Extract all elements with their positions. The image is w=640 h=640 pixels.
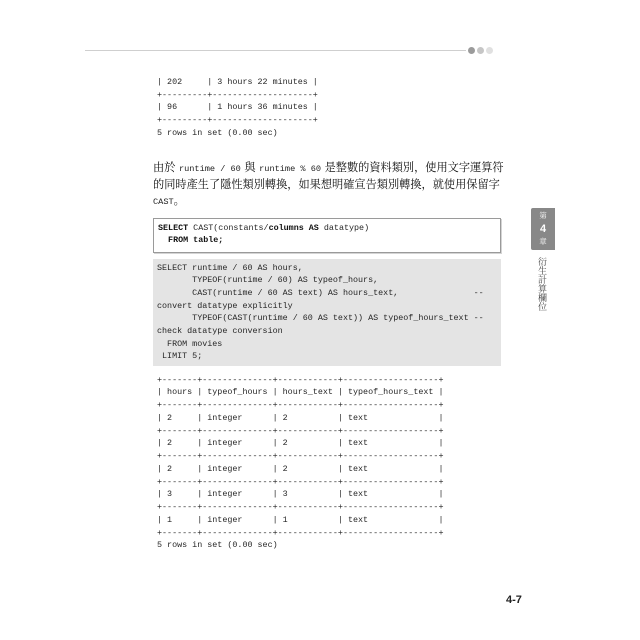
result-header-row: | hours | typeof_hours | hours_text | typeof_hours_text | (157, 387, 444, 398)
paragraph-line (153, 193, 505, 210)
code-block (153, 259, 501, 366)
output-row: | 96 | 1 hours 36 minutes | (157, 102, 318, 113)
result-row: | 2 | integer | 2 | text | (157, 438, 444, 449)
chapter-tab (531, 208, 555, 250)
result-separator: +-------+--------------+------------+-------------------+ (157, 502, 444, 512)
output-separator: +---------+--------------------+ (157, 89, 318, 100)
query-output-continued (157, 76, 318, 139)
code-line: TYPEOF(runtime / 60) AS typeof_hours, (157, 275, 379, 286)
syntax-text: datatype) (318, 223, 370, 233)
output-separator: +---------+--------------------+ (157, 115, 318, 126)
chapter-suffix: 章 (539, 237, 547, 246)
result-separator: +-------+--------------+------------+-------------------+ (157, 400, 444, 410)
code-line: TYPEOF(CAST(runtime / 60 AS text)) AS typeof_hours_text -- (157, 313, 484, 324)
result-row: | 2 | integer | 2 | text | (157, 463, 444, 474)
body-paragraph (153, 160, 505, 210)
syntax-line (158, 222, 500, 234)
header-rule (85, 50, 466, 51)
code-line: SELECT runtime / 60 AS hours, (157, 262, 303, 273)
code-line: convert datatype explicitly (157, 300, 293, 311)
rows-summary: 5 rows in set (0.00 sec) (157, 127, 278, 138)
keyword-columns-as: columns AS (268, 223, 319, 233)
result-separator: +-------+--------------+------------+-------------------+ (157, 425, 444, 436)
code-line: LIMIT 5; (157, 351, 203, 362)
code-line: FROM movies (157, 338, 223, 349)
header-dot (486, 47, 493, 54)
syntax-text: CAST(constants/ (188, 223, 269, 233)
paragraph-text: 是整數的資料類別，使用文字運算符 (321, 161, 504, 174)
keyword-select: SELECT (158, 223, 189, 233)
paragraph-text: 。 (173, 194, 185, 207)
inline-code: runtime / 60 (178, 164, 241, 174)
chapter-title: 衍生計算欄位 (536, 257, 546, 311)
result-separator: +-------+--------------+------------+-------------------+ (157, 374, 444, 385)
result-separator: +-------+--------------+------------+-------------------+ (157, 527, 444, 538)
result-row: | 1 | integer | 1 | text | (157, 514, 444, 525)
query-result-output (157, 374, 443, 553)
result-row: | 2 | integer | 2 | text | (157, 412, 444, 423)
code-line: check datatype conversion (157, 325, 283, 336)
page-number: 4-7 (506, 594, 522, 606)
code-line: CAST(runtime / 60 AS text) AS hours_text, -- (157, 287, 484, 298)
result-row: | 3 | integer | 3 | text | (157, 489, 444, 500)
header-dot (468, 47, 475, 54)
paragraph-line (153, 160, 505, 177)
rows-summary: 5 rows in set (0.00 sec) (157, 540, 278, 551)
result-separator: +-------+--------------+------------+-------------------+ (157, 451, 444, 461)
inline-code: CAST (153, 197, 174, 207)
inline-code: runtime % 60 (259, 164, 322, 174)
keyword-from-table: FROM table; (168, 235, 224, 245)
syntax-box (153, 218, 501, 253)
header-dot (477, 47, 484, 54)
result-separator: +-------+--------------+------------+-------------------+ (157, 476, 444, 487)
chapter-number: 4 (539, 223, 547, 235)
paragraph-text: 由於 (153, 161, 179, 174)
paragraph-text: 與 (240, 161, 260, 174)
chapter-prefix: 第 (539, 211, 547, 220)
paragraph-line: 的同時產生了隱性類別轉換，如果想明確宣告類別轉換，就使用保留字 (153, 177, 500, 191)
syntax-line (158, 234, 500, 246)
output-row: | 202 | 3 hours 22 minutes | (157, 77, 318, 87)
